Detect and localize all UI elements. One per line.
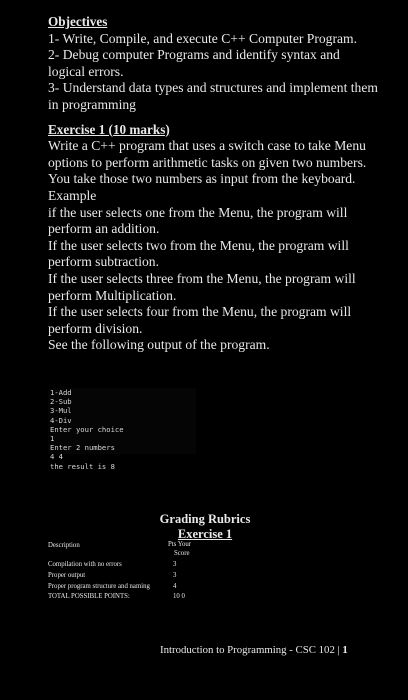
console-line: 2-Sub (50, 397, 72, 407)
console-line: 1 (50, 434, 55, 444)
exercise-example-label: Example (48, 187, 97, 203)
objective-item-1: 1- Write, Compile, and execute C++ Computer Program. (48, 30, 357, 46)
console-output (48, 388, 196, 471)
console-line: the result is 8 (50, 461, 115, 471)
exercise-case-three: If the user selects three from the Menu, the program will perform Multiplication. (48, 270, 356, 303)
rubric-row-label: Compilation with no errors (48, 561, 122, 568)
rubric-title: Grading Rubrics (159, 512, 251, 526)
exercise-case-two: If the user selects two from the Menu, the program will perform subtraction. (48, 237, 349, 270)
objectives-section (48, 14, 378, 114)
rubric-row-value: 4 (173, 583, 177, 590)
console-line: Enter 2 numbers (50, 443, 115, 453)
rubric-row-label: Proper program structure and naming (48, 583, 150, 590)
page-footer (160, 644, 348, 657)
exercise-output-note: See the following output of the program. (48, 337, 270, 353)
rubric-row-value: 3 (173, 561, 177, 568)
console-line: Enter your choice (50, 424, 124, 434)
console-line: 1-Add (50, 388, 72, 397)
objectives-heading: Objectives (48, 14, 108, 29)
footer-text: Introduction to Programming - CSC 102 | (160, 644, 343, 656)
rubric-row-value: 10 0 (173, 593, 185, 600)
exercise-section (48, 122, 378, 354)
console-line: 3-Mul (50, 406, 72, 416)
rubric-score-header: Score (174, 550, 190, 557)
exercise-case-one: if the user selects one from the Menu, the program will perform an addition. (48, 204, 348, 237)
document-body (48, 14, 378, 362)
console-line: 4-Div (50, 415, 72, 425)
exercise-case-four: If the user selects four from the Menu, the program will perform division. (48, 304, 352, 336)
page-number: 1 (342, 644, 348, 656)
rubric-description-header: Description (48, 542, 80, 549)
rubric-row-label: Proper output (48, 572, 86, 579)
objective-item-2: 2- Debug computer Programs and identify syntax and logical errors. (48, 47, 340, 79)
exercise-description: Write a C++ program that uses a switch case to take Menu options to perform arithmetic tasks on given two numbers. You take those two numbers as input from the keyboard. (48, 138, 367, 187)
rubric-subtitle: Exercise 1 (177, 527, 233, 541)
objective-item-3: 3- Understand data types and structures and implement them in programming (48, 80, 378, 112)
rubric-pts-header: Pts Your (168, 541, 192, 548)
rubric-row-value: 3 (173, 572, 177, 579)
exercise-heading: Exercise 1 (10 marks) (48, 121, 170, 137)
rubric-row-label: TOTAL POSSIBLE POINTS: (48, 593, 130, 600)
console-line: 4 4 (50, 452, 63, 462)
